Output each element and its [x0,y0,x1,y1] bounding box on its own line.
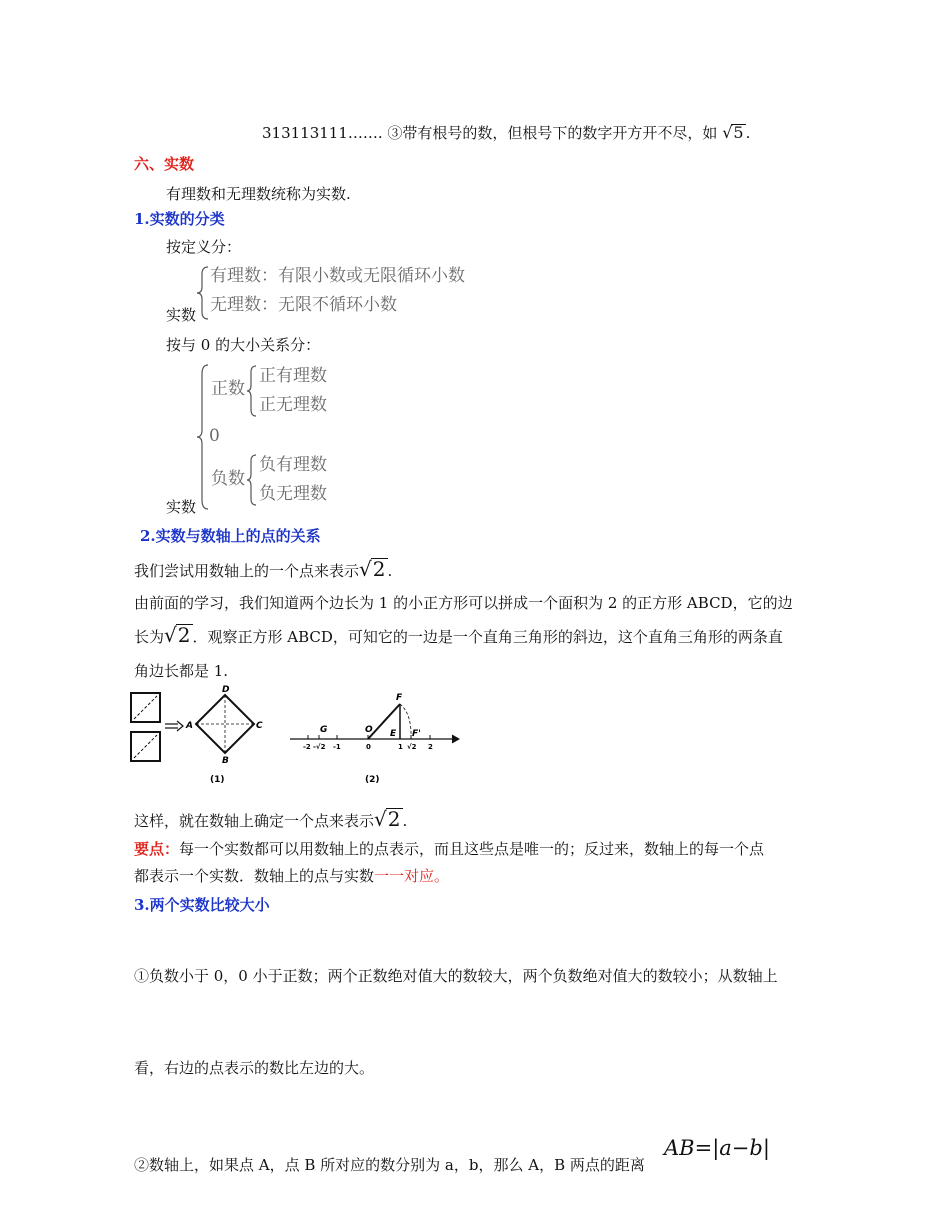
definition-text: 有理数和无理数统称为实数. [166,185,351,203]
tick-label: -2 [303,743,311,751]
number-axis [290,735,459,743]
label-O: O [365,725,373,735]
by-definition-label: 按定义分： [166,238,242,256]
key-point-line2: 都表示一个实数．数轴上的点与实数一一对应。 [134,867,450,885]
root-label-1: 实数 [166,306,197,324]
tick-label: 2 [428,743,433,751]
irrational-def: 无理数：无限不循环小数 [210,295,397,315]
neg-irrational: 负无理数 [259,484,327,504]
neg-rational: 负有理数 [259,455,327,475]
rational-def: 有理数：有限小数或无限循环小数 [210,266,465,286]
sqrt-2-c: √2 [374,807,401,831]
compare-rule1-line2: 看，右边的点表示的数比左边的大。 [134,1059,375,1077]
brace-definition [196,266,210,320]
numberline-p2-line3: 角边长都是 1. [134,662,229,680]
small-square-bottom [131,732,160,761]
numberline-p2-line2: 长为√2 ．观察正方形 ABCD，可知它的一边是一个直角三角形的斜边，这个直角三角形的两条直 [134,623,783,647]
label-E: E [390,729,397,739]
subsection-title-numberline: 2.实数与数轴上的点的关系 [140,527,321,545]
positive-label: 正数 [211,379,245,399]
sqrt-5: √5 [722,123,744,142]
figure-label-2: (2) [365,775,380,785]
label-G: G [320,725,328,735]
label-A: A [186,721,193,731]
section-title: 六、实数 [134,155,195,173]
tick-label: -1 [333,743,341,751]
zero-label: 0 [209,426,220,446]
numberline-p3: 这样，就在数轴上确定一个点来表示√2 . [134,807,408,831]
figure-number-line [128,682,463,790]
label-C: C [256,721,263,731]
by-sign-label: 按与 0 的大小关系分： [166,336,321,354]
brace-sign [196,364,210,510]
key-point-line1: 要点：每一个实数都可以用数轴上的点表示，而且这些点是唯一的；反过来，数轴上的每一个点 [134,840,765,858]
subsection-title-compare: 3.两个实数比较大小 [134,896,270,914]
compare-rule1-line1: ①负数小于 0，0 小于正数；两个正数绝对值大的数较大，两个负数绝对值大的数较小；从数轴上 [134,967,778,985]
tick-label: -√2 [313,743,326,751]
sqrt-2-b: √2 [164,623,191,647]
negative-label: 负数 [211,469,245,489]
subsection-title-classification: 1.实数的分类 [134,210,225,228]
label-B: B [222,756,229,766]
label-D: D [222,685,230,695]
brace-positive [246,365,258,417]
brace-negative [246,454,258,506]
tick-label: √2 [407,743,417,751]
pos-rational: 正有理数 [259,366,327,386]
diamond-abcd [196,695,254,753]
sqrt-2-a: √2 [359,557,386,581]
intro-line: 313113111……. ③带有根号的数，但根号下的数字开方开不尽，如 √5 . [262,123,751,142]
label-F: F [396,693,403,703]
figure-label-1: (1) [210,775,225,785]
label-F-prime: F' [412,729,421,739]
numberline-p2-line1: 由前面的学习，我们知道两个边长为 1 的小正方形可以拼成一个面积为 2 的正方形 ABCD，它的边 [134,594,793,612]
arrow-icon [165,721,183,731]
numberline-p1: 我们尝试用数轴上的一个点来表示√2 . [134,557,393,581]
compare-rule2: ②数轴上，如果点 A，点 B 所对应的数分别为 a，b，那么 A，B 两点的距离 [134,1156,645,1174]
tick-label: 1 [398,743,403,751]
tick-label: 0 [366,743,371,751]
distance-formula: AB=|a−b| [664,1136,770,1160]
pos-irrational: 正无理数 [259,395,327,415]
small-square-top [131,693,160,722]
intro-text: 313113111……. ③带有根号的数，但根号下的数字开方开不尽，如 [262,124,718,142]
root-label-2: 实数 [166,498,197,516]
